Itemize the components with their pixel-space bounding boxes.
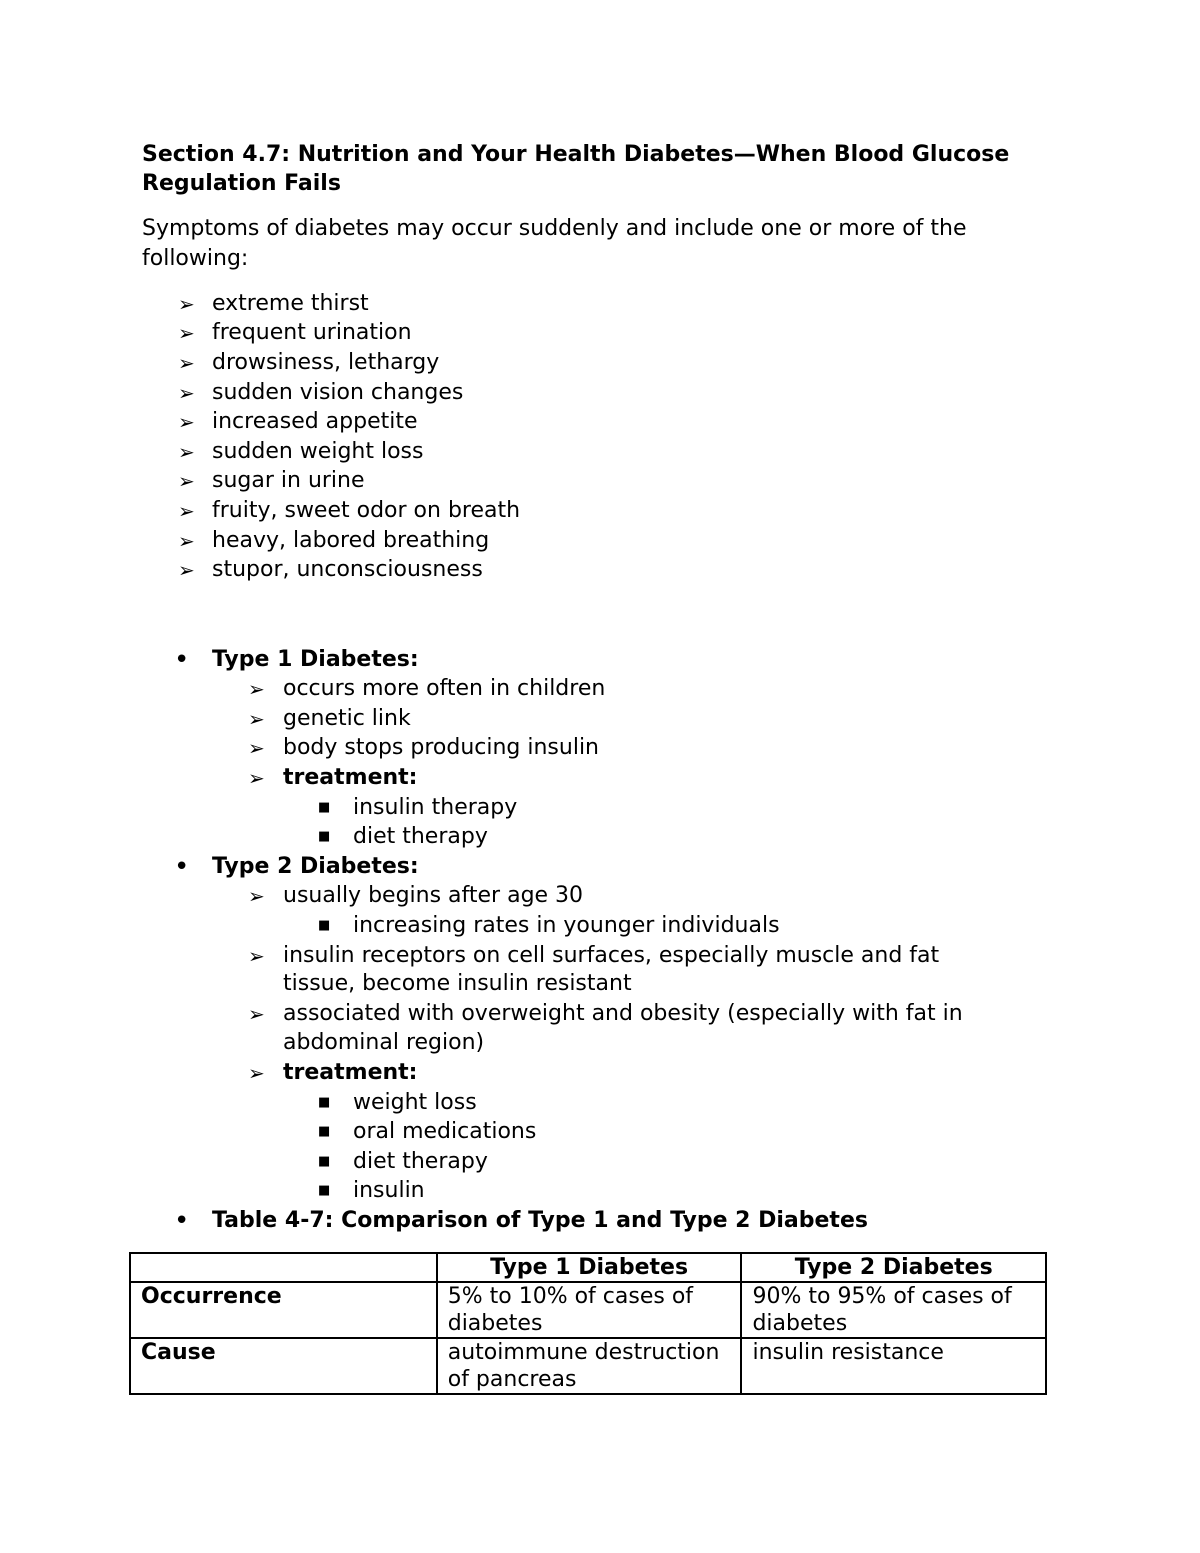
- arrow-bullet-icon: ➢: [178, 499, 195, 523]
- type2-point-continuation: abdominal region): [283, 1030, 485, 1055]
- arrow-bullet-icon: ➢: [178, 321, 195, 345]
- square-bullet-icon: ■: [318, 829, 331, 844]
- disc-bullet-icon: •: [174, 852, 190, 882]
- square-bullet-icon: ■: [318, 1183, 331, 1198]
- type1-treatment-item: insulin therapy: [353, 795, 518, 820]
- type2-treatment-item: weight loss: [353, 1090, 477, 1115]
- table-cell: autoimmune destruction of pancreas: [437, 1338, 742, 1394]
- type1-treatment-label: treatment:: [283, 765, 418, 790]
- type2-treatment-item: diet therapy: [353, 1149, 488, 1174]
- disc-bullet-icon: •: [174, 645, 190, 675]
- arrow-bullet-icon: ➢: [178, 410, 195, 434]
- table-cell: insulin resistance: [741, 1338, 1046, 1394]
- table-header-cell: [130, 1253, 437, 1282]
- type1-point: occurs more often in children: [283, 676, 606, 701]
- type1-treatment-item: diet therapy: [353, 824, 488, 849]
- intro-paragraph: Symptoms of diabetes may occur suddenly and include one or more of the following:: [142, 216, 967, 271]
- type1-point: genetic link: [283, 706, 411, 731]
- type2-point: associated with overweight and obesity (especially with fat in: [283, 1001, 963, 1026]
- arrow-bullet-icon: ➢: [178, 469, 195, 493]
- table-heading: Table 4-7: Comparison of Type 1 and Type 2 Diabetes: [212, 1208, 868, 1233]
- square-bullet-icon: ■: [318, 1095, 331, 1110]
- arrow-bullet-icon: ➢: [248, 677, 265, 701]
- comparison-table: [129, 1252, 1047, 1395]
- symptom-item: increased appetite: [212, 409, 418, 434]
- arrow-bullet-icon: ➢: [248, 884, 265, 908]
- type2-point: usually begins after age 30: [283, 883, 584, 908]
- type2-point-continuation: tissue, become insulin resistant: [283, 971, 632, 996]
- symptom-item: frequent urination: [212, 320, 412, 345]
- type2-point: insulin receptors on cell surfaces, especially muscle and fat: [283, 943, 940, 968]
- table-header-row: [130, 1253, 1046, 1282]
- arrow-bullet-icon: ➢: [248, 1002, 265, 1026]
- arrow-bullet-icon: ➢: [248, 1061, 265, 1085]
- disc-bullet-icon: •: [174, 1206, 190, 1236]
- symptom-item: fruity, sweet odor on breath: [212, 498, 521, 523]
- square-bullet-icon: ■: [318, 918, 331, 933]
- symptom-item: sugar in urine: [212, 468, 365, 493]
- type1-point: body stops producing insulin: [283, 735, 600, 760]
- arrow-bullet-icon: ➢: [178, 440, 195, 464]
- table-row: [130, 1338, 1046, 1394]
- type2-treatment-item: oral medications: [353, 1119, 537, 1144]
- symptom-item: sudden weight loss: [212, 439, 424, 464]
- arrow-bullet-icon: ➢: [178, 292, 195, 316]
- table-header-cell: Type 1 Diabetes: [437, 1253, 742, 1282]
- arrow-bullet-icon: ➢: [248, 944, 265, 968]
- arrow-bullet-icon: ➢: [178, 529, 195, 553]
- table-row: [130, 1282, 1046, 1338]
- symptom-item: sudden vision changes: [212, 380, 464, 405]
- type2-heading: Type 2 Diabetes:: [212, 854, 419, 879]
- symptom-item: heavy, labored breathing: [212, 528, 490, 553]
- type1-heading: Type 1 Diabetes:: [212, 647, 419, 672]
- square-bullet-icon: ■: [318, 1124, 331, 1139]
- arrow-bullet-icon: ➢: [178, 558, 195, 582]
- row-label-cell: Occurrence: [130, 1282, 437, 1338]
- type2-subpoint: increasing rates in younger individuals: [353, 913, 780, 938]
- type2-treatment-label: treatment:: [283, 1060, 418, 1085]
- type2-treatment-item: insulin: [353, 1178, 425, 1203]
- table-cell: 5% to 10% of cases of diabetes: [437, 1282, 742, 1338]
- arrow-bullet-icon: ➢: [178, 351, 195, 375]
- section-title: Section 4.7: Nutrition and Your Health Diabetes—When Blood Glucose Regulation Fails: [142, 142, 1010, 196]
- table-header-cell: Type 2 Diabetes: [741, 1253, 1046, 1282]
- row-label-cell: Cause: [130, 1338, 437, 1394]
- arrow-bullet-icon: ➢: [248, 736, 265, 760]
- arrow-bullet-icon: ➢: [248, 766, 265, 790]
- table-cell: 90% to 95% of cases of diabetes: [741, 1282, 1046, 1338]
- square-bullet-icon: ■: [318, 800, 331, 815]
- symptom-item: extreme thirst: [212, 291, 369, 316]
- square-bullet-icon: ■: [318, 1154, 331, 1169]
- symptom-item: stupor, unconsciousness: [212, 557, 483, 582]
- arrow-bullet-icon: ➢: [248, 707, 265, 731]
- symptom-item: drowsiness, lethargy: [212, 350, 440, 375]
- arrow-bullet-icon: ➢: [178, 381, 195, 405]
